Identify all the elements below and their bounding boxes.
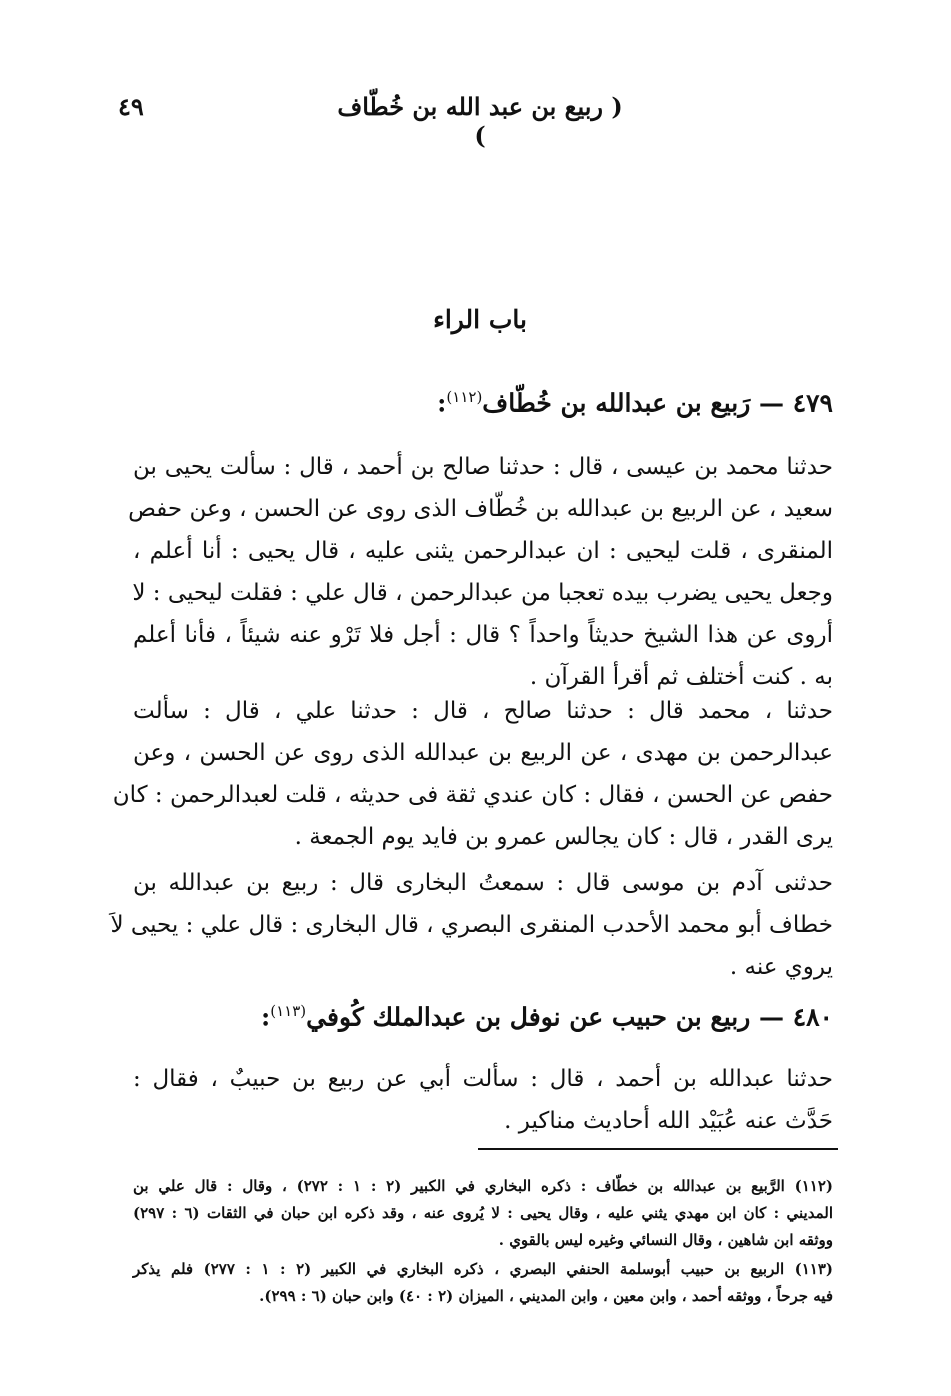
entry-heading-text: ٤٧٩ — رَبيع بن عبدالله بن خُطّاف — [482, 388, 833, 418]
footnote-line: المديني : كان ابن مهدي يثني عليه ، وقال يحيى : لا يُروى عنه ، وقد ذكره ابن حبان في الثقات (٦ : ٢٩٧) — [133, 1204, 833, 1222]
footnote-113 — [133, 1256, 833, 1310]
entry-heading-479 — [113, 388, 833, 417]
text-line: حدثنا عبدالله بن أحمد ، قال : سألت أبي عن ربيع بن حبيبٌ ، فقال : — [133, 1066, 833, 1092]
text-line: خطاف أبو محمد الأحدب المنقرى البصري ، قال البخارى : قال علي : يحيى لاَ — [110, 912, 833, 938]
entry-heading-colon: : — [437, 388, 447, 418]
footnote-line: ووثقه ابن شاهين ، وقال النسائي وغيره ليس بالقوي . — [498, 1231, 833, 1249]
text-line: المنقرى ، قلت ليحيى : ان عبدالرحمن يثنى عليه ، قال يحيى : أنا أعلم ، — [133, 538, 833, 564]
text-line: حدثنا محمد بن عيسى ، قال : حدثنا صالح بن أحمد ، قال : سألت يحيى بن — [133, 454, 833, 480]
text-line: سعيد ، عن الربيع بن عبدالله بن خُطّاف الذى روى عن الحسن ، وعن حفص — [128, 496, 833, 522]
entry-heading-colon: : — [261, 1002, 271, 1032]
paragraph — [128, 446, 833, 698]
paragraph — [112, 690, 833, 858]
entry-heading-text: ٤٨٠ — ربيع بن حبيب عن نوفل بن عبدالملك كُوفي — [306, 1002, 833, 1032]
text-line: حدثنى آدم بن موسى قال : سمعتُ البخارى قال : ربيع بن عبدالله بن — [133, 870, 833, 896]
paragraph — [133, 1058, 833, 1142]
footnotes — [133, 1173, 833, 1310]
text-line: يرى القدر ، قال : كان يجالس عمرو بن فايد يوم الجمعة . — [294, 824, 833, 850]
page-number: ٤٩ — [118, 92, 144, 121]
footnote-line: فيه جرحاً ، ووثقه أحمد ، وابن معين ، وابن المديني ، الميزان (٢ : ٤٠) وابن حبان (٦ : ٢٩٩). — [259, 1287, 833, 1305]
text-line: به . كنت أختلف ثم أقرأ القرآن . — [529, 664, 833, 690]
chapter-title: باب الراء — [433, 305, 527, 334]
text-line: يروي عنه . — [729, 954, 833, 980]
text-line: حفص عن الحسن ، فقال : كان عندي ثقة فى حديثه ، قلت لعبدالرحمن : كان — [112, 782, 833, 808]
paragraph — [110, 862, 833, 988]
footnote-line: (١١٣) الربيع بن حبيب أبوسلمة الحنفي البصري ، ذكره البخاري في الكبير (٢ : ١ : ٢٧٧) فلم يذكر — [133, 1260, 834, 1278]
footnote-112 — [133, 1173, 833, 1254]
footnote-ref: (١١٢) — [446, 388, 483, 406]
entry-heading-480 — [113, 1002, 833, 1031]
text-line: حَدَّث عنه عُبَيْد الله أحاديث مناكير . — [504, 1108, 833, 1134]
running-head: ( ربيع بن عبد الله بن خُطّاف ) — [337, 92, 623, 150]
text-line: وجعل يحيى يضرب بيده تعجبا من عبدالرحمن ، قال علي : فقلت ليحيى : لا — [132, 580, 833, 606]
footnote-ref: (١١٣) — [270, 1002, 307, 1020]
text-line: أروى عن هذا الشيخ حديثاً واحداً ؟ قال : أجل فلا تَرْو عنه شيئاً ، فأنا أعلم — [133, 622, 833, 648]
footnote-line: (١١٢) الرَّبيع بن عبدالله بن خطّاف : ذكره البخاري في الكبير (٢ : ١ : ٢٧٢) ، وقال : قال علي بن — [133, 1177, 834, 1195]
text-line: عبدالرحمن بن مهدى ، عن الربيع بن عبدالله الذى روى عن الحسن ، وعن — [133, 740, 833, 766]
footnote-divider — [478, 1148, 838, 1150]
text-line: حدثنا ، محمد قال : حدثنا صالح ، قال : حدثنا علي ، قال : سألت — [133, 698, 833, 724]
